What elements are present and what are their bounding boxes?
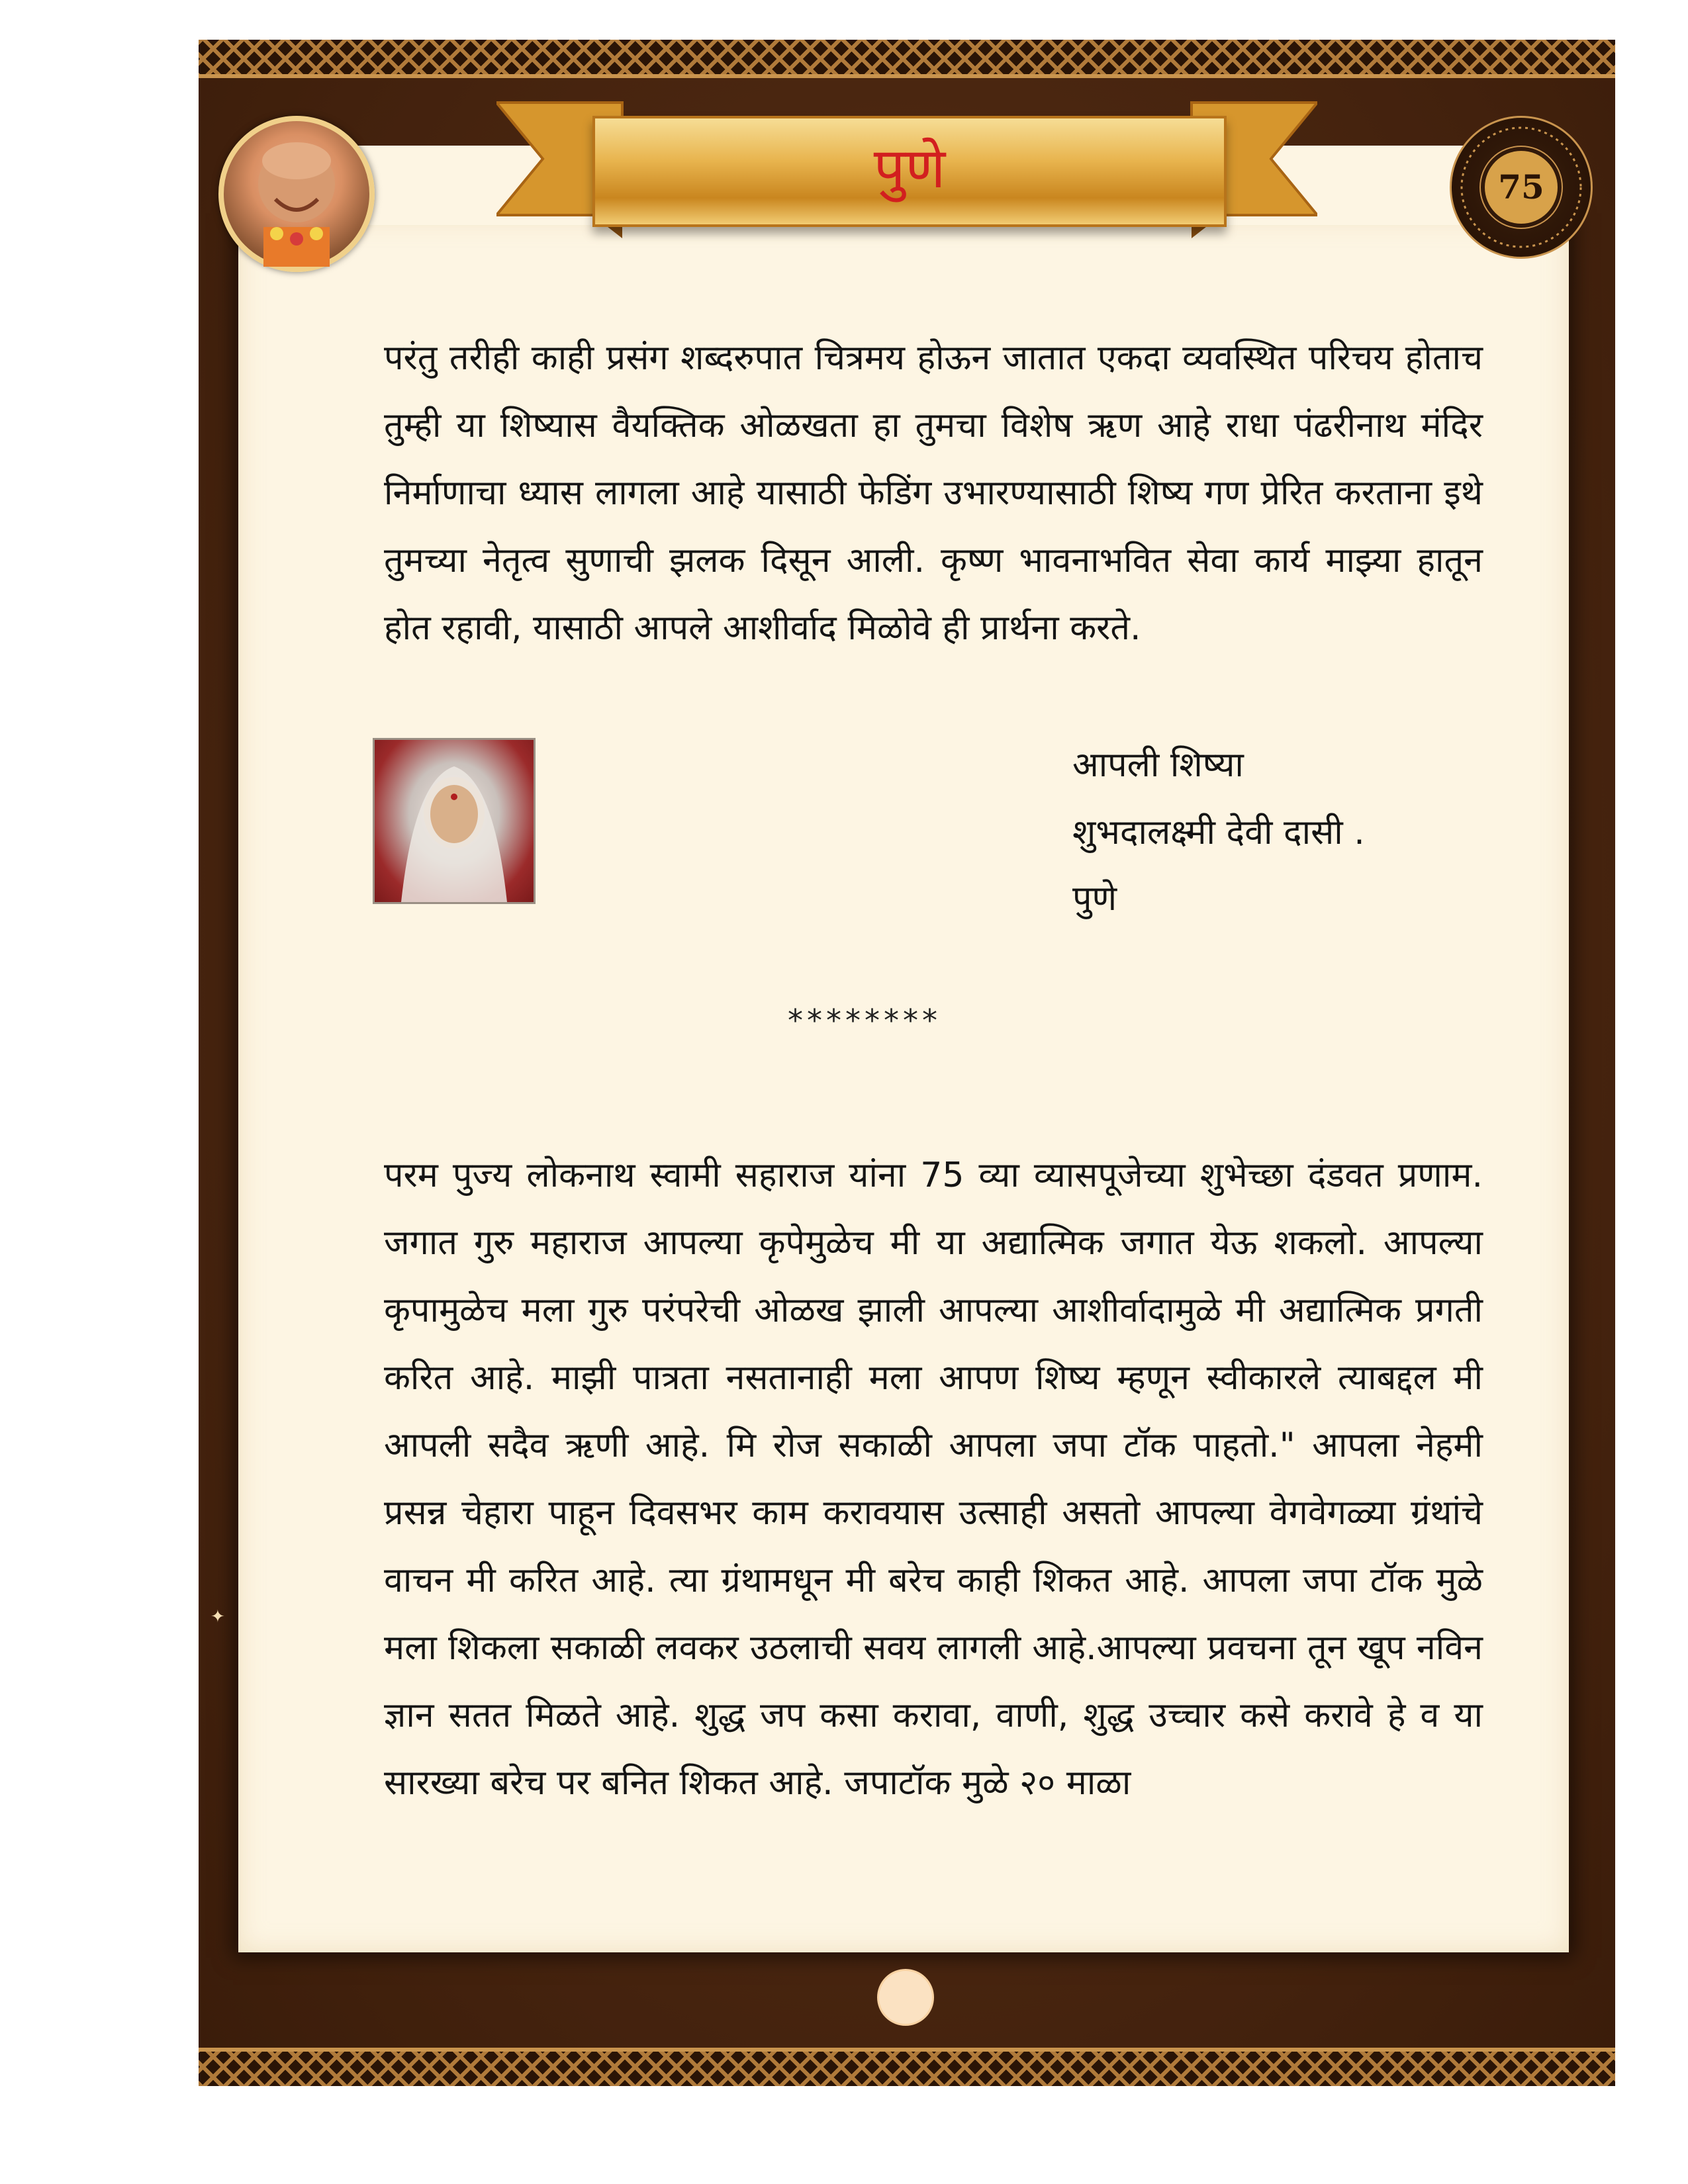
sparkle-icon: ✦ xyxy=(211,1607,225,1627)
top-border xyxy=(199,40,1615,78)
signoff-line-2: शुभदालक्ष्मी देवी दासी . xyxy=(1072,813,1365,852)
page-title: पुणे xyxy=(873,136,946,201)
letter-one-body: परंतु तरीही काही प्रसंग शब्दरुपात चित्रमय होऊन जातात एकदा व्यवस्थित परिचय होताच तुम्ही या शिष्यास वैयक्तिक ओळखता हा तुमचा विशेष ऋण आहे राधा पंढरीनाथ मंदिर निर्माणाचा ध्यास लागला आहे यासाठी फेडिंग उभारण्यासाठी शिष्य गण प्रेरित करताना इथे तुमच्या नेतृत्व सुणाची झलक दिसून आली. कृष्ण भावनाभवित सेवा कार्य माझ्या हातून होत रहावी, यासाठी आपले आशीर्वाद मिळोवे ही प्रार्थना करते. xyxy=(384,338,1483,648)
title-ribbon xyxy=(496,89,1317,261)
guru-portrait xyxy=(218,116,375,272)
badge-number: 75 xyxy=(1485,151,1558,224)
signoff-line-1: आपली शिष्या xyxy=(1072,745,1244,785)
ribbon-banner xyxy=(592,116,1227,227)
bottom-border xyxy=(199,2048,1615,2086)
portrait-face xyxy=(224,121,369,267)
page-ornament xyxy=(877,1969,934,2026)
disciple-photo xyxy=(373,738,536,904)
separator: ******** xyxy=(788,1003,941,1038)
anniversary-badge xyxy=(1450,116,1593,259)
photo-figure xyxy=(375,740,534,902)
letter-two-body: परम पुज्य लोकनाथ स्वामी सहाराज यांना 75 व्या व्यासपूजेच्या शुभेच्छा दंडवत प्रणाम. जगात गुरु महाराज आपल्या कृपेमुळेच मी या अद्यात्मिक जगात येऊ शकलो. आपल्या कृपामुळेच मला गुरु परंपरेची ओळख झाली आपल्या आशीर्वादामुळे मी अद्यात्मिक प्रगती करित आहे. माझी पात्रता नसतानाही मला आपण शिष्य म्हणून स्वीकारले त्याबद्दल मी आपली सदैव ऋणी आहे. मि रोज सकाळी आपला जपा टॉक पाहतो." आपला नेहमी प्रसन्न चेहारा पाहून दिवसभर काम करावयास उत्साही असतो आपल्या वेगवेगळ्या ग्रंथांचे वाचन मी करित आहे. त्या ग्रंथामधून मी बरेच काही शिकत आहे. आपला जपा टॉक मुळे मला शिकला सकाळी लवकर उठलाची सवय लागली आहे.आपल्या प्रवचना तून खूप नविन ज्ञान सतत मिळते आहे. शुद्ध जप कसा करावा, वाणी, शुद्ध उच्चार कसे करावे हे व या सारख्या बरेच पर बनित शिकत आहे. जपाटॉक मुळे २० माळा xyxy=(384,1156,1483,1803)
signoff-line-3: पुणे xyxy=(1072,879,1117,919)
